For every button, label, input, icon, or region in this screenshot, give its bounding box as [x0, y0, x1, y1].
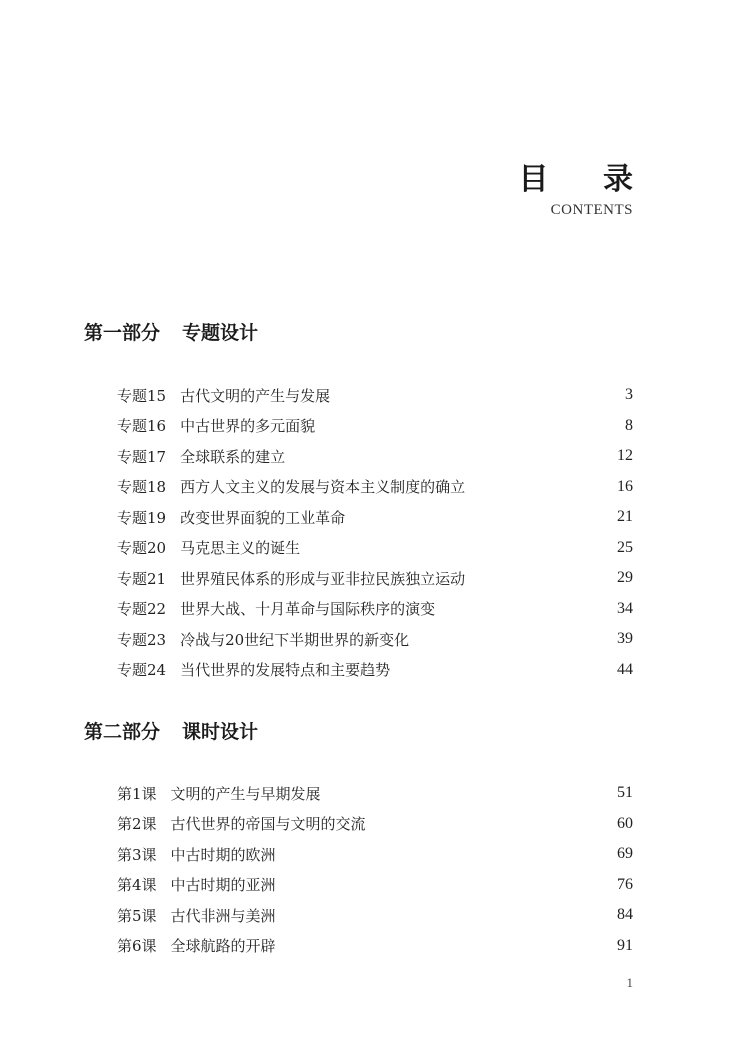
entry-page-number: 8 [625, 416, 633, 434]
toc-entry[interactable] [117, 472, 633, 503]
toc-entry[interactable] [117, 502, 633, 533]
entry-page-number: 3 [625, 386, 633, 404]
page-title: 目 录 [518, 162, 655, 197]
entry-title: 世界大战、十月革命与国际秩序的演变 [180, 600, 436, 619]
toc-entry[interactable] [117, 624, 633, 655]
entry-title: 中古时期的亚洲 [170, 876, 276, 895]
toc-entry[interactable] [117, 809, 633, 840]
toc-list-part-2 [117, 778, 633, 961]
entry-title: 世界殖民体系的形成与亚非拉民族独立运动 [180, 569, 466, 588]
entry-title: 古代世界的帝国与文明的交流 [170, 815, 366, 834]
section-heading-part-2 [84, 719, 258, 745]
entry-page-number: 84 [617, 906, 633, 924]
page-subtitle: CONTENTS [550, 202, 633, 218]
entry-title: 当代世界的发展特点和主要趋势 [180, 661, 391, 680]
toc-entry[interactable] [117, 870, 633, 901]
entry-page-number: 76 [617, 875, 633, 893]
entry-page-number: 51 [617, 784, 633, 802]
entry-number: 第6课 [117, 937, 157, 956]
entry-title: 全球航路的开辟 [170, 937, 276, 956]
entry-number: 专题21 [117, 569, 167, 588]
entry-title: 文明的产生与早期发展 [170, 784, 321, 803]
entry-number: 第2课 [117, 815, 157, 834]
entry-number: 专题23 [117, 630, 167, 649]
section-heading-part-1 [84, 320, 258, 346]
entry-number: 专题19 [117, 508, 167, 527]
entry-page-number: 16 [617, 477, 633, 495]
toc-entry[interactable] [117, 839, 633, 870]
entry-number: 专题15 [117, 386, 167, 405]
entry-page-number: 39 [617, 630, 633, 648]
entry-page-number: 69 [617, 845, 633, 863]
entry-title: 古代文明的产生与发展 [180, 386, 331, 405]
entry-number: 第5课 [117, 906, 157, 925]
entry-number: 第4课 [117, 876, 157, 895]
entry-page-number: 12 [617, 447, 633, 465]
toc-entry[interactable] [117, 533, 633, 564]
toc-list-part-1 [117, 380, 633, 685]
toc-entry[interactable] [117, 441, 633, 472]
entry-number: 专题20 [117, 539, 167, 558]
section-name: 专题设计 [182, 322, 259, 344]
entry-page-number: 60 [617, 814, 633, 832]
entry-title: 全球联系的建立 [180, 447, 286, 466]
toc-entry[interactable] [117, 411, 633, 442]
entry-page-number: 34 [617, 599, 633, 617]
section-name: 课时设计 [182, 721, 259, 743]
entry-number: 专题17 [117, 447, 167, 466]
entry-page-number: 29 [617, 569, 633, 587]
entry-number: 第1课 [117, 784, 157, 803]
entry-number: 专题24 [117, 661, 167, 680]
entry-number: 第3课 [117, 845, 157, 864]
entry-title: 古代非洲与美洲 [170, 906, 276, 925]
entry-title: 中古世界的多元面貌 [180, 417, 316, 436]
entry-number: 专题18 [117, 478, 167, 497]
toc-header [518, 160, 655, 219]
section-part-label: 第二部分 [84, 721, 161, 743]
toc-entry[interactable] [117, 380, 633, 411]
entry-page-number: 44 [617, 660, 633, 678]
entry-page-number: 91 [617, 936, 633, 954]
section-part-label: 第一部分 [84, 322, 161, 344]
entry-title: 中古时期的欧洲 [170, 845, 276, 864]
toc-entry[interactable] [117, 931, 633, 962]
page-number: 1 [626, 975, 633, 990]
toc-entry[interactable] [117, 900, 633, 931]
entry-page-number: 21 [617, 508, 633, 526]
toc-entry[interactable] [117, 563, 633, 594]
entry-title: 西方人文主义的发展与资本主义制度的确立 [180, 478, 466, 497]
toc-entry[interactable] [117, 594, 633, 625]
entry-title: 马克思主义的诞生 [180, 539, 301, 558]
entry-number: 专题16 [117, 417, 167, 436]
toc-entry[interactable] [117, 778, 633, 809]
entry-number: 专题22 [117, 600, 167, 619]
entry-title: 冷战与20世纪下半期世界的新变化 [180, 630, 410, 649]
entry-title: 改变世界面貌的工业革命 [180, 508, 346, 527]
entry-page-number: 25 [617, 538, 633, 556]
toc-entry[interactable] [117, 655, 633, 686]
